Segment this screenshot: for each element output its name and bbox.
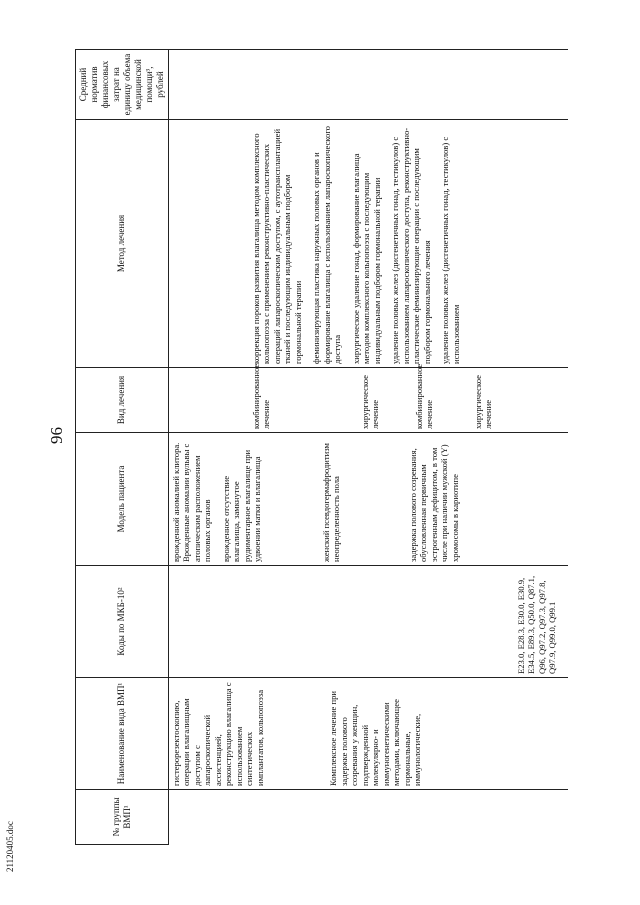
cell-vmp-name [168, 678, 567, 790]
model-vagina-absence: врожденное отсутствие влагалища, замкнутое рудиментарное влагалище при удвоении матки и влагалища [220, 449, 263, 562]
vmp-name-continued: гистерорезектоскопию, операции влагалищным доступом с лапароскопической ассистенцией, реконструкцию влагалища с использованием синтетических имплантатов, кольпопоэза [170, 682, 265, 786]
cell-icd-codes [168, 566, 567, 678]
treatment-table [75, 50, 620, 845]
model-delayed-puberty: задержка полового созревания, обусловленная первичным эстрогенным дефицитом, в том числе при наличии мужской (Y) хромосомы в кариотипе [407, 444, 460, 562]
method-gonad-removal-lap: удаление половых желез (дисгенетичных гонад, тестикулов) с использованием лапароскопического доступа, реконструктивно-пластические феминизирующие операции с последующим подбором гормонального лечения [390, 127, 432, 364]
cell-patient-model [168, 433, 567, 566]
table-row [168, 50, 567, 845]
cell-treatment-type [168, 363, 567, 433]
header-treatment-type: Вид лечения [76, 368, 169, 433]
method-feminizing-plasty: феминизирующая пластика наружных половых органов и формирование влагалища с использованием лапароскопического доступа [311, 126, 343, 364]
model-clitoris-anomaly: врожденной аномалией клитора. Врожденные аномалии вульвы с атопическим расположением половых органов [170, 442, 213, 562]
icd-codes-delayed-puberty: E23.0, E28.3, E30.0, E30.9, E34.5, E89.3, Q50.0, Q87.1, Q96, Q97.2, Q97.3, Q97.8, Q97.9, Q99.0, Q99.1 [515, 575, 558, 674]
method-colpopoiesis: коррекция пороков развития влагалища методом комплексного кольпопоэза с применением реконструктивно-пластических операций лапароскопическим доступом, с аутотрансплантацией тканей и последующим индивидуальным подбором гормональной терапии [250, 128, 303, 364]
vmp-table [75, 49, 568, 845]
header-treatment-method: Метод лечения [76, 120, 169, 368]
type-combined-1: комбинированное лечение [250, 363, 272, 429]
vmp-name-delayed-puberty: Комплексное лечение при задержке полового созревания у женщин, подтвержденной молекулярно- и иммуногенетическими методами, включающее гормональные, иммунологические, [328, 691, 422, 786]
header-cost-norm: Средний норматив финансовых затрат на единицу объема медицинской помощи³, рублей [76, 50, 169, 120]
header-icd-codes: Коды по МКБ-10² [76, 566, 169, 678]
header-patient-model: Модель пациента [76, 433, 169, 566]
type-combined-2: комбинированное лечение [413, 363, 435, 429]
method-gonad-removal-cont: удаление половых желез (дисгенетичных гонад, тестикулов) с использованием [440, 136, 461, 364]
footer-file-code: 21120405.doc [5, 821, 15, 872]
page-number: 96 [47, 427, 66, 444]
type-surgical-2: хирургическое лечение [472, 375, 494, 429]
table-header-row [76, 50, 169, 845]
type-surgical-1: хирургическое лечение [359, 375, 381, 429]
method-gonad-removal: хирургическое удаление гонад, формирование влагалища методом комплексного кольпопоэза с последующим индивидуальным подбором гормональной терапии [350, 153, 382, 364]
header-group-no: № группы ВМП¹ [76, 790, 169, 845]
header-vmp-name: Наименование вида ВМП¹ [76, 678, 169, 790]
model-pseudohermaphroditism: женский псевдогермафродитизм неопределенность пола [320, 443, 342, 562]
cell-group-no [168, 790, 567, 845]
cell-treatment-method [168, 120, 567, 368]
cell-cost-norm [168, 50, 567, 120]
